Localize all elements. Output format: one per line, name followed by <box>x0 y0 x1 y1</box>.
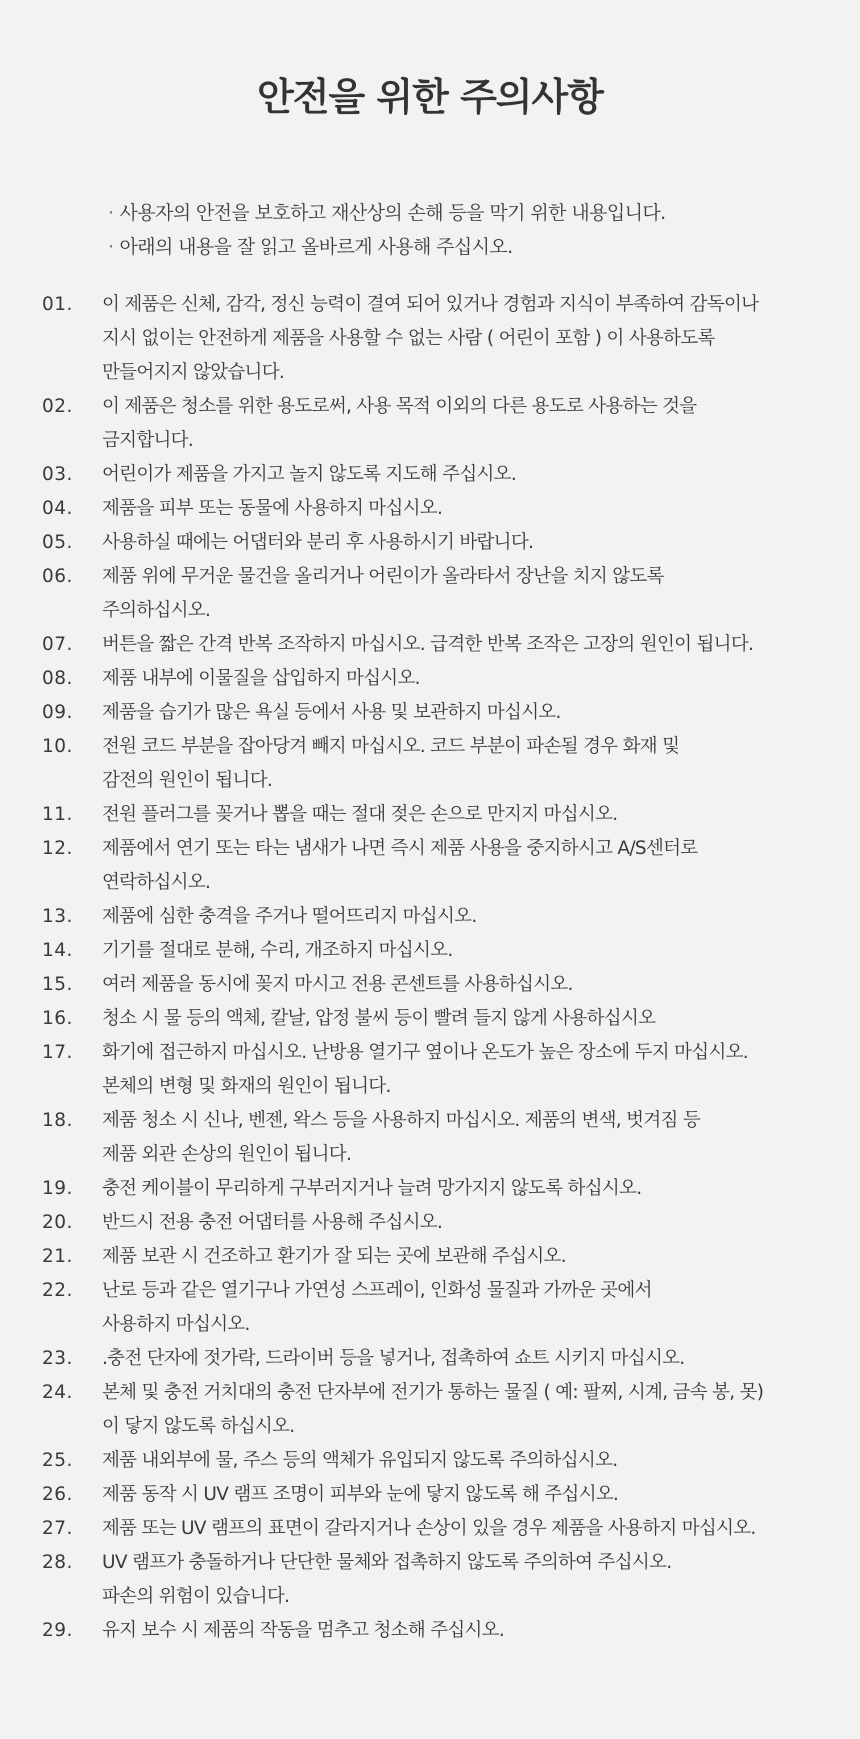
item-text <box>102 1376 842 1444</box>
item-text-line: 난로 등과 같은 열기구나 가연성 스프레이, 인화성 물질과 가까운 곳에서 <box>102 1280 652 1301</box>
item-number: 09. <box>42 702 73 723</box>
item-number: 14. <box>42 940 73 961</box>
item-text-line: 연락하십시오. <box>102 872 211 893</box>
bullet-dot-icon: · <box>108 236 114 258</box>
item-text <box>102 390 842 458</box>
item-text <box>102 1036 842 1104</box>
item-text-line: 제품 내부에 이물질을 삽입하지 마십시오. <box>102 668 420 689</box>
item-text-line: 청소 시 물 등의 액체, 칼날, 압정 불씨 등이 빨려 들지 않게 사용하십시오 <box>102 1008 656 1029</box>
page-title: 안전을 위한 주의사항 <box>257 75 603 119</box>
item-number: 07. <box>42 634 73 655</box>
item-text-line: 기기를 절대로 분해, 수리, 개조하지 마십시오. <box>102 940 453 961</box>
item-text <box>102 900 842 934</box>
list-item <box>42 458 842 492</box>
item-text <box>102 662 842 696</box>
item-text-line: 제품에서 연기 또는 타는 냄새가 나면 즉시 제품 사용을 중지하시고 A/S센터로 <box>102 838 698 859</box>
item-text <box>102 1240 842 1274</box>
list-item <box>42 934 842 968</box>
item-number: 19. <box>42 1178 73 1199</box>
item-text-line: 제품 청소 시 신나, 벤젠, 왁스 등을 사용하지 마십시오. 제품의 변색, 벗겨짐 등 <box>102 1110 701 1131</box>
item-text-line: 제품 보관 시 건조하고 환기가 잘 되는 곳에 보관해 주십시오. <box>102 1246 566 1267</box>
item-text <box>102 1206 842 1240</box>
item-text-line: UV 램프가 충돌하거나 단단한 물체와 접촉하지 않도록 주의하여 주십시오. <box>102 1552 672 1573</box>
item-number: 02. <box>42 396 73 417</box>
list-item <box>42 1444 842 1478</box>
item-text-line: 여러 제품을 동시에 꽂지 마시고 전용 콘센트를 사용하십시오. <box>102 974 573 995</box>
list-item <box>42 1546 842 1614</box>
item-number: 15. <box>42 974 73 995</box>
item-text-line: 본체 및 충전 거치대의 충전 단자부에 전기가 통하는 물질 ( 예: 팔찌, 시계, 금속 봉, 못) <box>102 1382 764 1403</box>
item-text-line: 버튼을 짧은 간격 반복 조작하지 마십시오. 급격한 반복 조작은 고장의 원인이 됩니다. <box>102 634 754 655</box>
item-text-line: 어린이가 제품을 가지고 놀지 않도록 지도해 주십시오. <box>102 464 517 485</box>
item-text <box>102 832 842 900</box>
list-item <box>42 288 842 390</box>
list-item <box>42 526 842 560</box>
item-text <box>102 968 842 1002</box>
item-number: 21. <box>42 1246 73 1267</box>
item-text-line: 본체의 변형 및 화재의 원인이 됩니다. <box>102 1076 391 1097</box>
item-text <box>102 492 842 526</box>
item-number: 27. <box>42 1518 73 1539</box>
list-item <box>42 730 842 798</box>
item-text <box>102 1512 842 1546</box>
item-text <box>102 1104 842 1172</box>
list-item <box>42 1206 842 1240</box>
list-item <box>42 1036 842 1104</box>
item-text <box>102 1444 842 1478</box>
item-text <box>102 1478 842 1512</box>
item-text <box>102 934 842 968</box>
item-text-line: 제품에 심한 충격을 주거나 떨어뜨리지 마십시오. <box>102 906 477 927</box>
list-item <box>42 662 842 696</box>
item-text-line: 지시 없이는 안전하게 제품을 사용할 수 없는 사람 ( 어린이 포함 ) 이 사용하도록 <box>102 328 715 349</box>
list-item <box>42 628 842 662</box>
item-text-line: 화기에 접근하지 마십시오. 난방용 열기구 옆이나 온도가 높은 장소에 두지 마십시오. <box>102 1042 748 1063</box>
item-text-line: 전원 코드 부분을 잡아당겨 빼지 마십시오. 코드 부분이 파손될 경우 화재 및 <box>102 736 680 757</box>
list-item <box>42 492 842 526</box>
item-text-line: 이 제품은 신체, 감각, 정신 능력이 결여 되어 있거나 경험과 지식이 부족하여 감독이나 <box>102 294 759 315</box>
item-number: 06. <box>42 566 73 587</box>
item-text-line: .충전 단자에 젓가락, 드라이버 등을 넣거나, 접촉하여 쇼트 시키지 마십시오. <box>102 1348 685 1369</box>
item-text-line: 전원 플러그를 꽂거나 뽑을 때는 절대 젖은 손으로 만지지 마십시오. <box>102 804 618 825</box>
list-item <box>42 798 842 832</box>
item-text-line: 제품 외관 손상의 원인이 됩니다. <box>102 1144 352 1165</box>
item-text-line: 감전의 원인이 됩니다. <box>102 770 273 791</box>
item-number: 16. <box>42 1008 73 1029</box>
item-number: 13. <box>42 906 73 927</box>
item-number: 01. <box>42 294 73 315</box>
item-text-line: 제품 동작 시 UV 램프 조명이 피부와 눈에 닿지 않도록 해 주십시오. <box>102 1484 619 1505</box>
item-text <box>102 560 842 628</box>
item-number: 11. <box>42 804 73 825</box>
item-number: 08. <box>42 668 73 689</box>
item-text <box>102 798 842 832</box>
list-item <box>42 1512 842 1546</box>
item-text-line: 유지 보수 시 제품의 작동을 멈추고 청소해 주십시오. <box>102 1620 505 1641</box>
intro-text: 사용자의 안전을 보호하고 재산상의 손해 등을 막기 위한 내용입니다. <box>119 202 666 224</box>
list-item <box>42 390 842 458</box>
list-item <box>42 696 842 730</box>
item-number: 28. <box>42 1552 73 1573</box>
item-number: 25. <box>42 1450 73 1471</box>
list-item <box>42 1172 842 1206</box>
item-text <box>102 730 842 798</box>
item-text-line: 제품 또는 UV 램프의 표면이 갈라지거나 손상이 있을 경우 제품을 사용하지 마십시오. <box>102 1518 756 1539</box>
item-text-line: 제품을 피부 또는 동물에 사용하지 마십시오. <box>102 498 443 519</box>
item-text <box>102 1002 842 1036</box>
item-text-line: 제품 위에 무거운 물건을 올리거나 어린이가 올라타서 장난을 치지 않도록 <box>102 566 664 587</box>
item-number: 10. <box>42 736 73 757</box>
list-item <box>42 900 842 934</box>
item-text <box>102 1546 842 1614</box>
list-item <box>42 1614 842 1648</box>
list-item <box>42 1274 842 1342</box>
item-text-line: 이 제품은 청소를 위한 용도로써, 사용 목적 이외의 다른 용도로 사용하는 것을 <box>102 396 697 417</box>
item-number: 03. <box>42 464 73 485</box>
item-text <box>102 628 842 662</box>
list-item <box>42 1104 842 1172</box>
item-text-line: 금지합니다. <box>102 430 194 451</box>
item-text-line: 반드시 전용 충전 어댑터를 사용해 주십시오. <box>102 1212 443 1233</box>
item-text-line: 제품 내외부에 물, 주스 등의 액체가 유입되지 않도록 주의하십시오. <box>102 1450 618 1471</box>
list-item <box>42 968 842 1002</box>
item-number: 04. <box>42 498 73 519</box>
list-item <box>42 1376 842 1444</box>
item-text <box>102 288 842 390</box>
item-text <box>102 526 842 560</box>
item-text-line: 사용하지 마십시오. <box>102 1314 250 1335</box>
item-text-line: 만들어지지 않았습니다. <box>102 362 285 383</box>
item-number: 17. <box>42 1042 73 1063</box>
item-text <box>102 1274 842 1342</box>
intro-line <box>108 196 666 230</box>
intro-line <box>108 230 666 264</box>
bullet-dot-icon: · <box>108 202 114 224</box>
item-text-line: 주의하십시오. <box>102 600 211 621</box>
list-item <box>42 1240 842 1274</box>
intro-notes <box>108 196 666 264</box>
item-number: 05. <box>42 532 73 553</box>
item-text-line: 제품을 습기가 많은 욕실 등에서 사용 및 보관하지 마십시오. <box>102 702 561 723</box>
list-item <box>42 1002 842 1036</box>
list-item <box>42 1478 842 1512</box>
list-item <box>42 560 842 628</box>
item-number: 26. <box>42 1484 73 1505</box>
item-number: 24. <box>42 1382 73 1403</box>
item-text <box>102 1342 842 1376</box>
item-number: 22. <box>42 1280 73 1301</box>
item-text-line: 충전 케이블이 무리하게 구부러지거나 늘려 망가지지 않도록 하십시오. <box>102 1178 642 1199</box>
item-number: 23. <box>42 1348 73 1369</box>
item-text <box>102 1172 842 1206</box>
list-item <box>42 832 842 900</box>
item-number: 12. <box>42 838 73 859</box>
list-item <box>42 1342 842 1376</box>
item-text <box>102 1614 842 1648</box>
precaution-list <box>42 288 842 1648</box>
item-text <box>102 696 842 730</box>
item-text-line: 파손의 위험이 있습니다. <box>102 1586 290 1607</box>
item-text <box>102 458 842 492</box>
item-text-line: 이 닿지 않도록 하십시오. <box>102 1416 295 1437</box>
item-number: 29. <box>42 1620 73 1641</box>
intro-text: 아래의 내용을 잘 읽고 올바르게 사용해 주십시오. <box>119 236 513 258</box>
item-number: 18. <box>42 1110 73 1131</box>
item-number: 20. <box>42 1212 73 1233</box>
item-text-line: 사용하실 때에는 어댑터와 분리 후 사용하시기 바랍니다. <box>102 532 534 553</box>
